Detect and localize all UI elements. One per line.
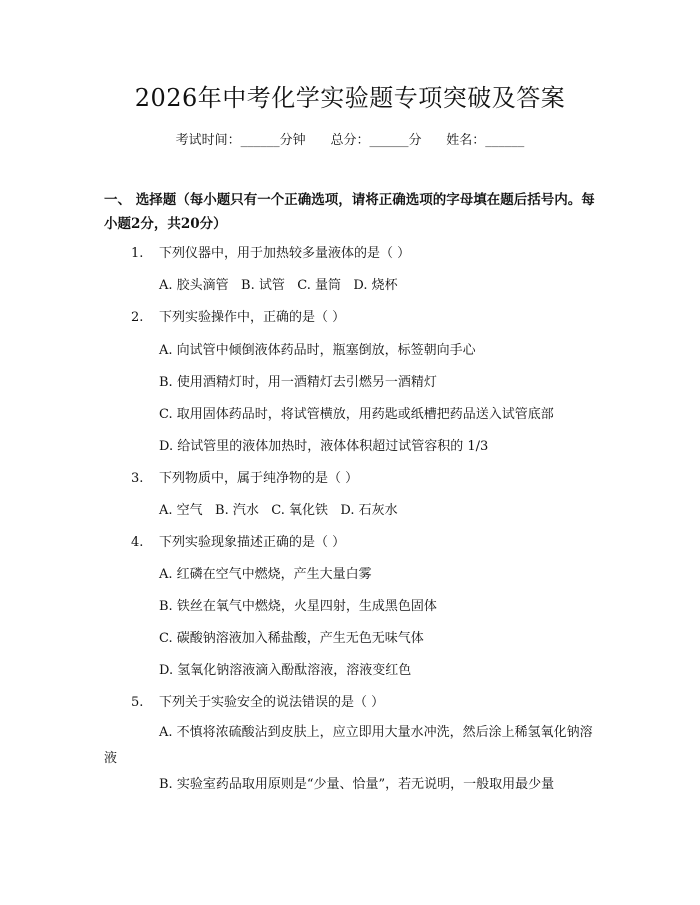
question-option: C. 取用固体药品时，将试管横放，用药匙或纸槽把药品送入试管底部 [159,407,554,422]
student-name-field: 姓名：______ [446,133,525,148]
question-option: B. 实验室药品取用原则是“少量、恰量”，若无说明，一般取用最少量 [159,777,555,792]
exam-info [0,131,700,151]
question-text: 下列关于实验安全的说法错误的是（ ） [159,695,385,710]
question-option: A. 红磷在空气中燃烧，产生大量白雾 [159,567,372,582]
question-number: 1. [131,246,144,261]
question-option: B. 使用酒精灯时，用一酒精灯去引燃另一酒精灯 [159,375,437,390]
section-header-choice: 一、 选择题（每小题只有一个正确选项，请将正确选项的字母填在题后括号内。每小题2分，共20分） [104,192,595,232]
total-score-field: 总分：______分 [330,133,422,148]
question-text: 下列实验现象描述正确的是（ ） [159,535,346,550]
question-number: 5. [131,695,144,710]
question-number: 4. [131,535,144,550]
question-text: 下列物质中，属于纯净物的是（ ） [159,471,359,486]
question-option: D. 给试管里的液体加热时，液体体积超过试管容积的 1/3 [159,439,489,454]
exam-time-field: 考试时间：______分钟 [175,133,306,148]
question-number: 2. [131,310,144,325]
question-text: 下列仪器中，用于加热较多量液体的是（ ） [159,246,411,261]
question-options: A. 空气 B. 汽水 C. 氧化铁 D. 石灰水 [159,503,398,518]
question-option: C. 碳酸钠溶液加入稀盐酸，产生无色无味气体 [159,631,424,646]
page-title: 2026年中考化学实验题专项突破及答案 [134,84,566,112]
question-option: A. 不慎将浓硫酸沾到皮肤上，应立即用大量水冲洗，然后涂上稀氢氧化钠溶液 [104,725,593,766]
question-option: A. 向试管中倾倒液体药品时，瓶塞倒放，标签朝向手心 [159,343,476,358]
question-text: 下列实验操作中，正确的是（ ） [159,310,346,325]
question-number: 3. [131,471,144,486]
question-options: A. 胶头滴管 B. 试管 C. 量筒 D. 烧杯 [159,278,398,293]
question-option: D. 氢氧化钠溶液滴入酚酞溶液，溶液变红色 [159,663,412,678]
question-option: B. 铁丝在氧气中燃烧，火星四射，生成黑色固体 [159,599,437,614]
